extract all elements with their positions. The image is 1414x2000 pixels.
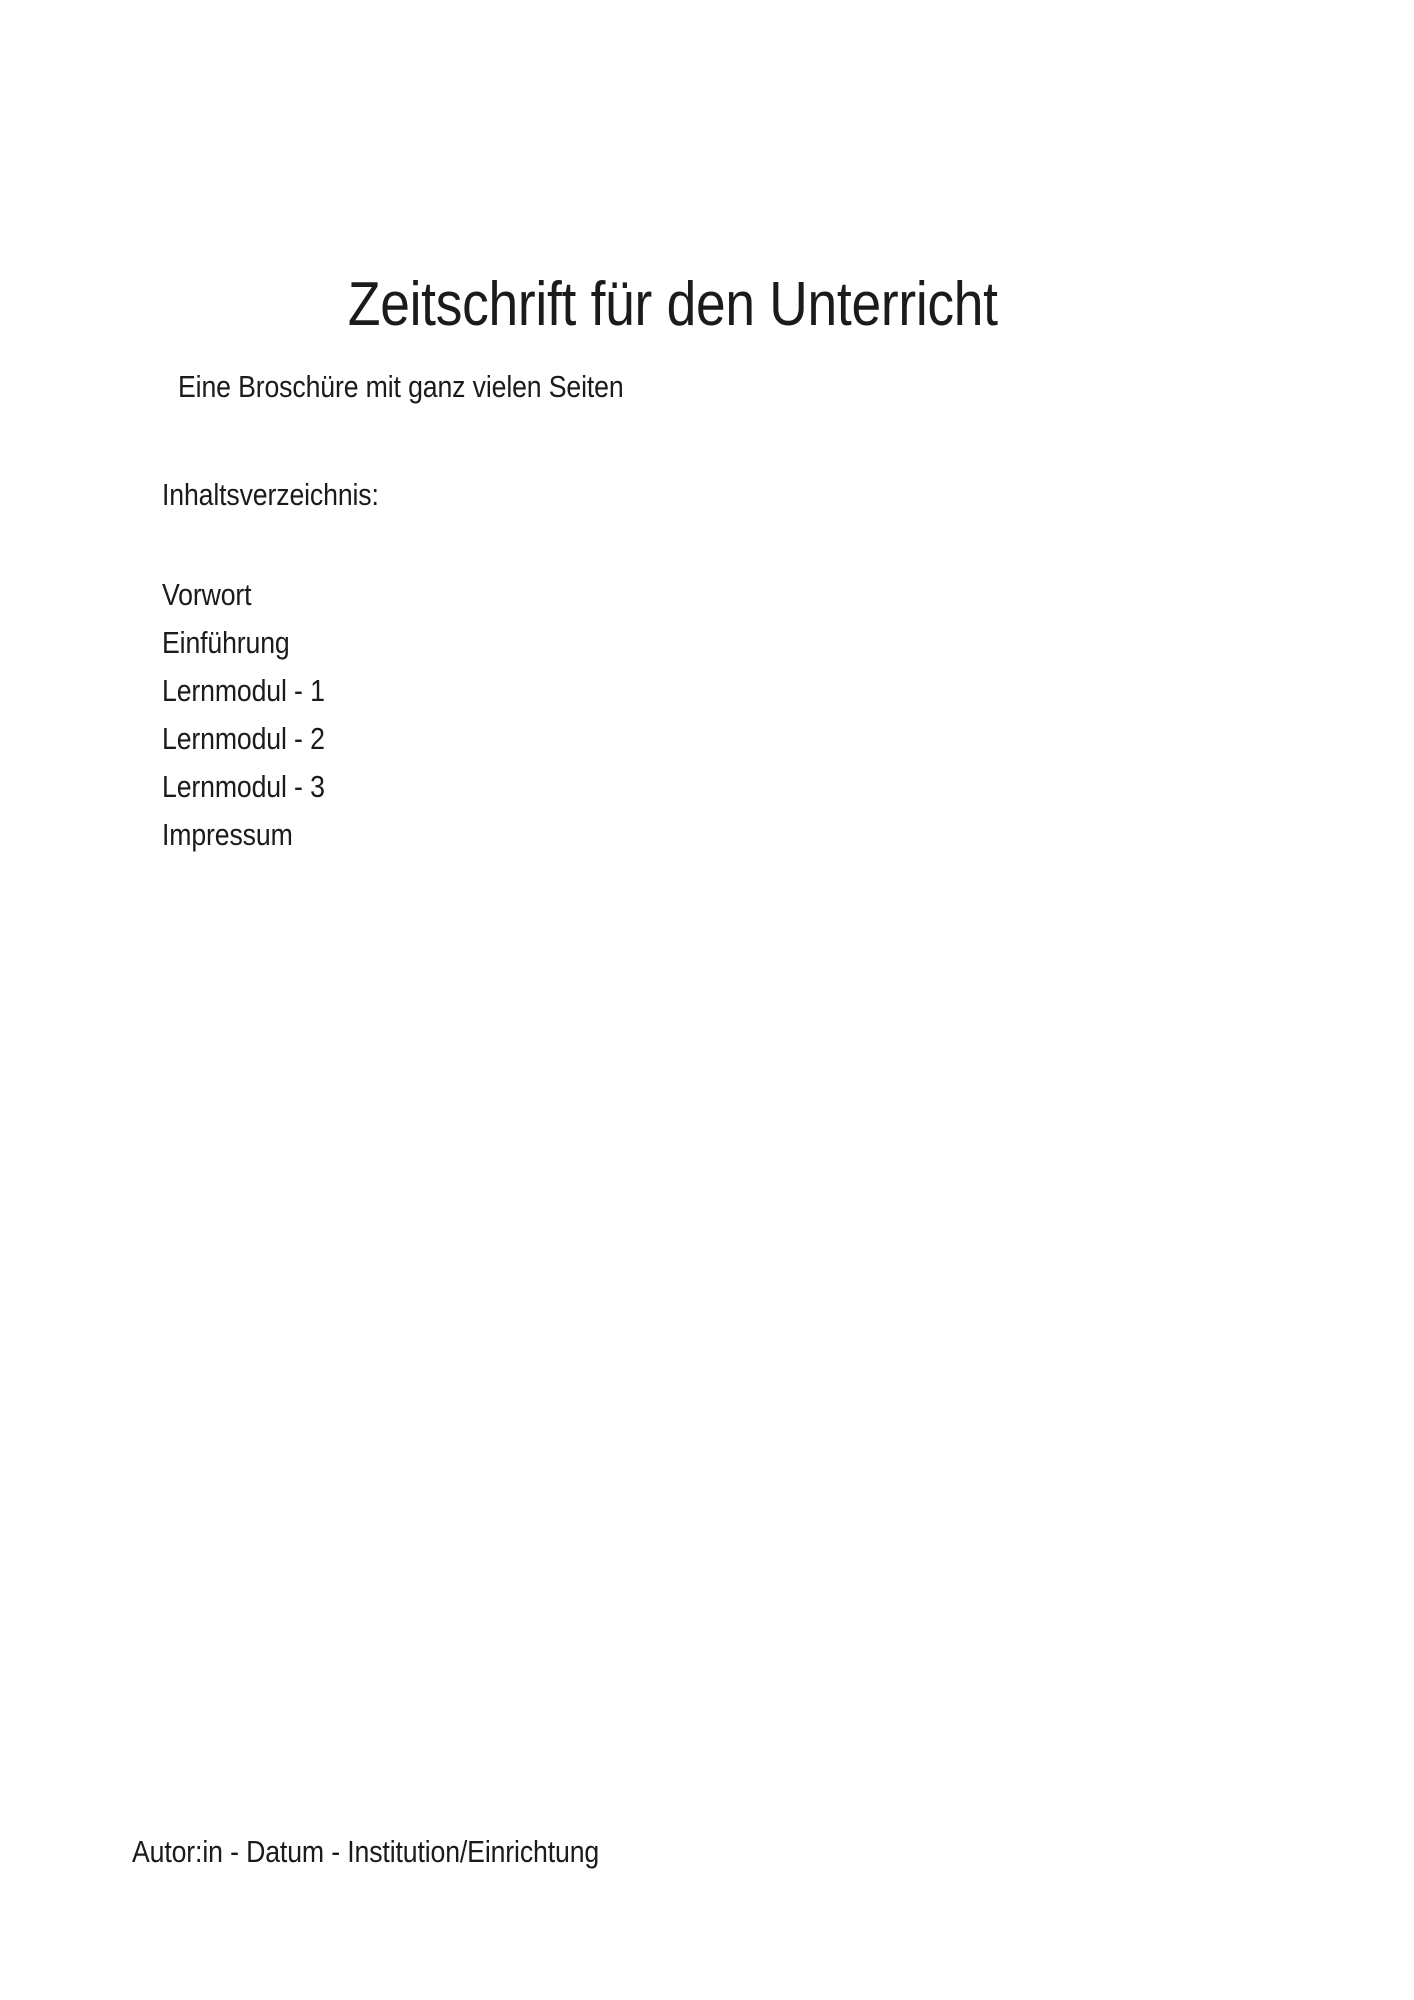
toc-item-vorwort [162,571,351,619]
toc-item-einfuehrung [162,619,351,667]
toc-item-impressum [162,811,351,859]
toc-item-label: Impressum [162,817,293,852]
toc-item-label: Lernmodul - 1 [162,673,325,708]
author-footer-text: Autor:in - Datum - Institution/Einrichtung [132,1834,600,1869]
page-subtitle [178,371,696,402]
toc-item-lernmodul-2 [162,715,351,763]
toc-item-label: Einführung [162,625,290,660]
page-title-text: Zeitschrift für den Unterricht [348,269,998,339]
toc-item-label: Lernmodul - 3 [162,769,325,804]
author-footer [132,1836,675,1867]
toc-item-label: Vorwort [162,577,252,612]
page-title [0,269,1414,339]
toc-list [162,571,351,859]
toc-heading-text: Inhaltsverzeichnis: [162,477,379,512]
toc-heading [162,479,414,510]
toc-item-lernmodul-1 [162,667,351,715]
toc-item-label: Lernmodul - 2 [162,721,325,756]
page-subtitle-text: Eine Broschüre mit ganz vielen Seiten [178,369,624,404]
toc-item-lernmodul-3 [162,763,351,811]
